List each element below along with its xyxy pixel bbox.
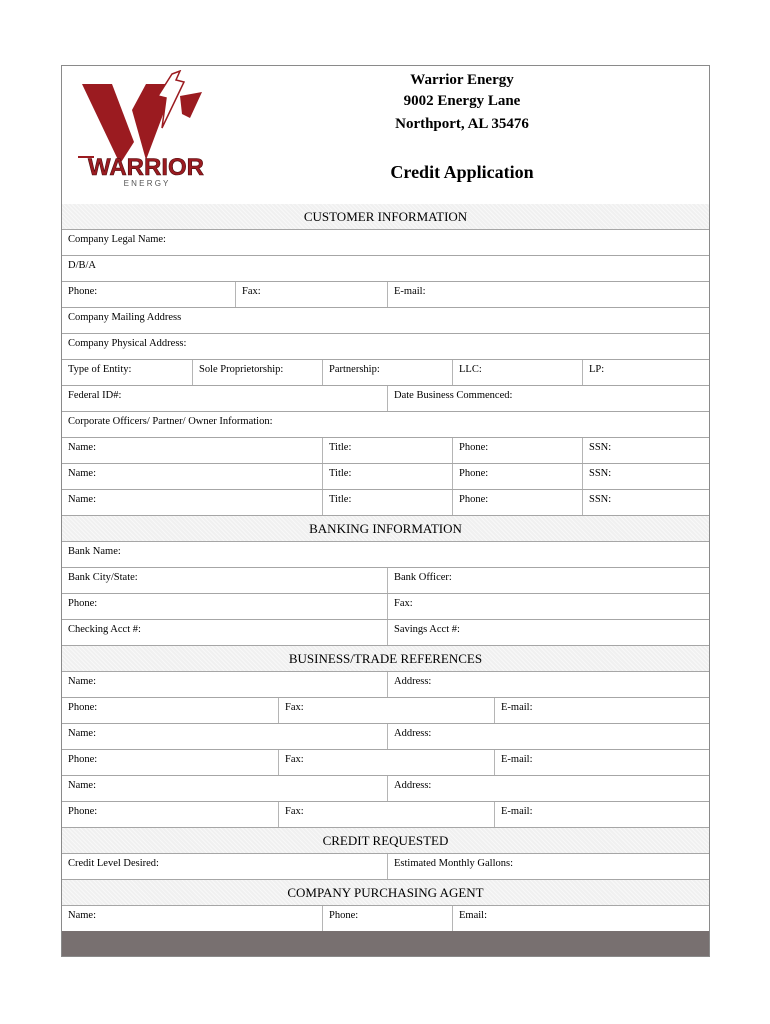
company-name: Warrior Energy — [410, 72, 514, 88]
reference-address[interactable]: Address: — [387, 724, 709, 749]
officer-row — [62, 490, 709, 516]
row-contact — [62, 282, 709, 308]
field-agent-name[interactable]: Name: — [68, 910, 96, 921]
section-banking-information: BANKING INFORMATION — [62, 516, 709, 542]
reference-email[interactable]: E-mail: — [494, 802, 709, 827]
row-officers-heading — [62, 412, 709, 438]
row-bank-accounts — [62, 620, 709, 646]
row-credit-level — [62, 854, 709, 880]
company-address-block — [362, 70, 562, 135]
field-email[interactable]: E-mail: — [387, 282, 709, 307]
row-purchasing-agent — [62, 906, 709, 932]
reference-name[interactable]: Name: — [68, 780, 96, 791]
field-bank-city-state[interactable]: Bank City/State: — [68, 572, 138, 583]
field-physical-address[interactable]: Company Physical Address: — [68, 338, 187, 349]
reference-contact-row — [62, 698, 709, 724]
row-bank-name — [62, 542, 709, 568]
reference-phone[interactable]: Phone: — [68, 702, 98, 713]
logo-subword: E N E R G Y — [123, 179, 169, 186]
field-monthly-gallons[interactable]: Estimated Monthly Gallons: — [387, 854, 709, 879]
reference-contact-row — [62, 750, 709, 776]
section-trade-references: BUSINESS/TRADE REFERENCES — [62, 646, 709, 672]
section-purchasing-agent: COMPANY PURCHASING AGENT — [62, 880, 709, 906]
row-bank-city — [62, 568, 709, 594]
row-bank-phone — [62, 594, 709, 620]
field-fax[interactable]: Fax: — [235, 282, 387, 307]
document-title: Credit Application — [390, 162, 534, 182]
reference-name[interactable]: Name: — [68, 728, 96, 739]
reference-email[interactable]: E-mail: — [494, 750, 709, 775]
field-date-business-commenced[interactable]: Date Business Commenced: — [387, 386, 709, 411]
field-bank-name[interactable]: Bank Name: — [68, 546, 121, 557]
logo-w-left — [82, 84, 134, 164]
row-entity-type — [62, 360, 709, 386]
field-partnership[interactable]: Partnership: — [322, 360, 452, 385]
officer-title[interactable]: Title: — [322, 438, 452, 463]
officer-phone[interactable]: Phone: — [452, 490, 582, 515]
field-bank-phone[interactable]: Phone: — [68, 598, 98, 609]
field-llc[interactable]: LLC: — [452, 360, 582, 385]
field-agent-email[interactable]: Email: — [452, 906, 709, 931]
field-agent-phone[interactable]: Phone: — [322, 906, 452, 931]
company-city: Northport, AL 35476 — [395, 116, 529, 132]
row-company-legal-name — [62, 230, 709, 256]
officer-ssn[interactable]: SSN: — [582, 438, 709, 463]
officer-ssn[interactable]: SSN: — [582, 464, 709, 489]
officers-heading: Corporate Officers/ Partner/ Owner Information: — [68, 416, 273, 427]
field-federal-id[interactable]: Federal ID#: — [68, 390, 122, 401]
officer-name[interactable]: Name: — [68, 468, 96, 479]
officer-title[interactable]: Title: — [322, 464, 452, 489]
field-checking-acct[interactable]: Checking Acct #: — [68, 624, 141, 635]
form-header — [62, 66, 709, 205]
reference-phone[interactable]: Phone: — [68, 754, 98, 765]
footer-bar — [62, 931, 709, 956]
reference-name-row — [62, 776, 709, 802]
reference-fax[interactable]: Fax: — [278, 802, 494, 827]
credit-application-form — [61, 65, 710, 957]
warrior-energy-logo — [72, 70, 220, 186]
officer-phone[interactable]: Phone: — [452, 438, 582, 463]
field-savings-acct[interactable]: Savings Acct #: — [387, 620, 709, 645]
officer-name[interactable]: Name: — [68, 494, 96, 505]
field-dba[interactable]: D/B/A — [68, 260, 97, 271]
row-dba — [62, 256, 709, 282]
officer-phone[interactable]: Phone: — [452, 464, 582, 489]
officer-ssn[interactable]: SSN: — [582, 490, 709, 515]
section-customer-information: CUSTOMER INFORMATION — [62, 204, 709, 230]
officer-name[interactable]: Name: — [68, 442, 96, 453]
officer-title[interactable]: Title: — [322, 490, 452, 515]
field-bank-officer[interactable]: Bank Officer: — [387, 568, 709, 593]
officer-row — [62, 464, 709, 490]
field-credit-level[interactable]: Credit Level Desired: — [68, 858, 159, 869]
field-sole-proprietorship[interactable]: Sole Proprietorship: — [192, 360, 322, 385]
section-credit-requested: CREDIT REQUESTED — [62, 828, 709, 854]
reference-fax[interactable]: Fax: — [278, 750, 494, 775]
field-type-of-entity: Type of Entity: — [68, 364, 132, 375]
logo-wordmark: WARRIOR — [88, 154, 204, 181]
field-bank-fax[interactable]: Fax: — [387, 594, 709, 619]
reference-name[interactable]: Name: — [68, 676, 96, 687]
field-mailing-address[interactable]: Company Mailing Address — [68, 312, 182, 323]
field-lp[interactable]: LP: — [582, 360, 709, 385]
reference-address[interactable]: Address: — [387, 672, 709, 697]
reference-phone[interactable]: Phone: — [68, 806, 98, 817]
row-physical-address — [62, 334, 709, 360]
reference-name-row — [62, 672, 709, 698]
company-street: 9002 Energy Lane — [403, 93, 521, 109]
logo-bolt-right — [180, 92, 202, 118]
reference-email[interactable]: E-mail: — [494, 698, 709, 723]
reference-address[interactable]: Address: — [387, 776, 709, 801]
reference-fax[interactable]: Fax: — [278, 698, 494, 723]
row-mailing-address — [62, 308, 709, 334]
reference-name-row — [62, 724, 709, 750]
officer-row — [62, 438, 709, 464]
row-federal-id — [62, 386, 709, 412]
reference-contact-row — [62, 802, 709, 828]
field-company-legal-name[interactable]: Company Legal Name: — [68, 234, 166, 245]
field-phone[interactable]: Phone: — [68, 286, 98, 297]
